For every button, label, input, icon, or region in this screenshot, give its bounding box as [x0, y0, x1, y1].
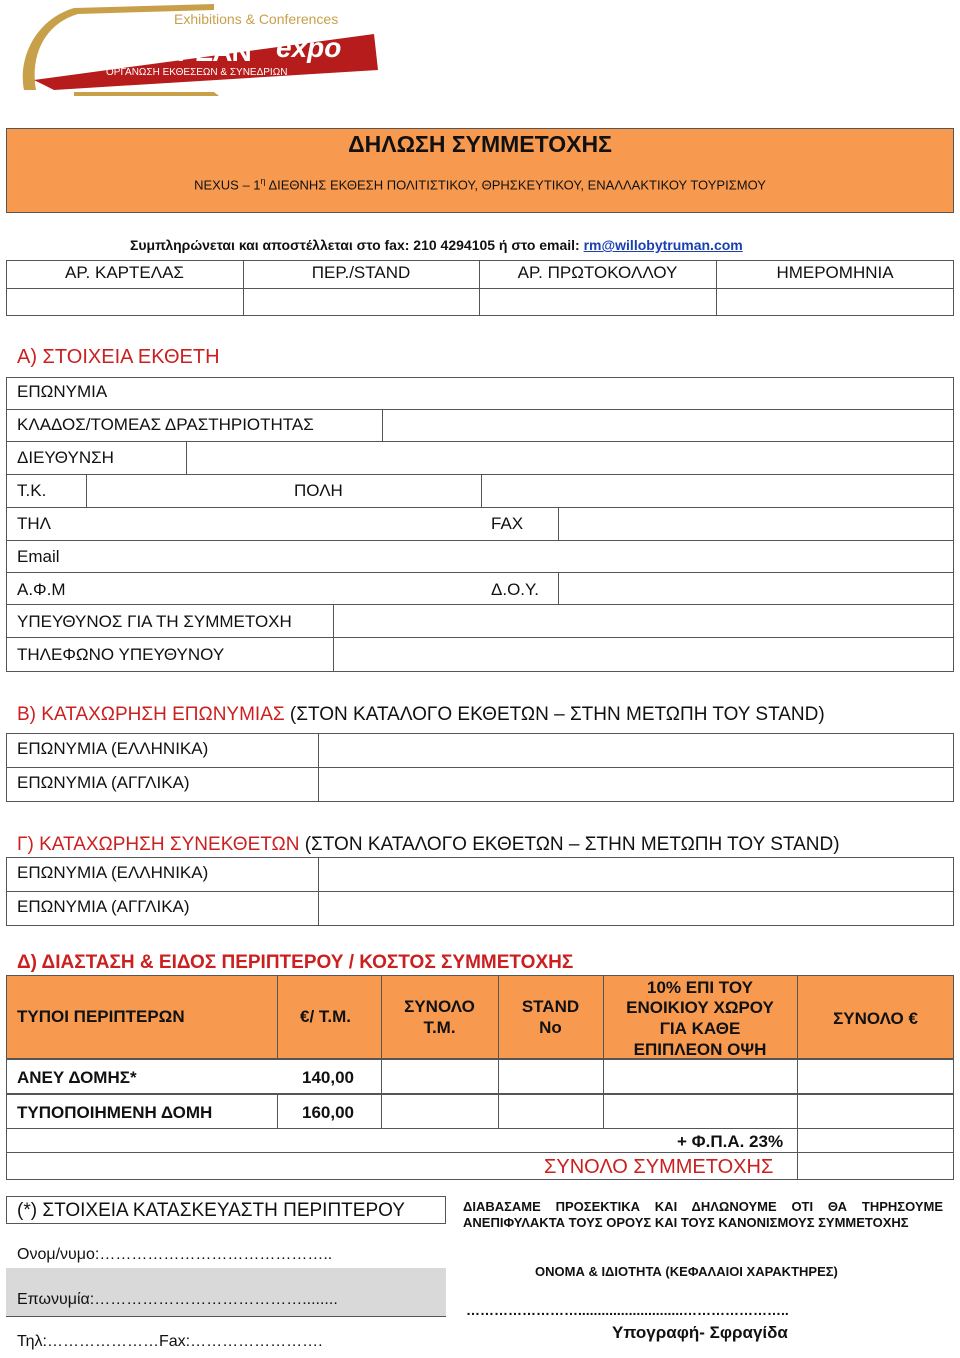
section-c-title-red: Γ) ΚΑΤΑΧΩΡΗΣΗ ΣΥΝΕΚΘΕΤΩΝ — [17, 834, 300, 855]
label-sector: ΚΛΑΔΟΣ/ΤΟΜΕΑΣ ΔΡΑΣΤΗΡΙΟΤΗΤΑΣ — [17, 415, 314, 434]
vat-label: + Φ.Π.Α. 23% — [677, 1132, 784, 1151]
header-stand-1: STAND — [521, 997, 580, 1016]
row-type-standard: ΤΥΠΟΠΟΙΗΜΕΝΗ ΔΟΜΗ — [17, 1103, 213, 1122]
logo-brand-main: EUROPEAN — [100, 36, 251, 67]
event-title-pre: NEXUS – 1 — [194, 177, 261, 193]
logo-brand-suffix: expo — [276, 32, 342, 63]
header-price-per-sqm: €/ Τ.Μ. — [300, 1007, 352, 1026]
section-c-title-rest: (ΣΤΟΝ ΚΑΤΑΛΟΓΟ ΕΚΘΕΤΩΝ – ΣΤΗΝ ΜΕΤΩΠΗ ΤΟΥ STAND) — [299, 834, 840, 855]
col-stand: ΠΕΡ./STAND — [311, 263, 411, 282]
declaration-name-caption: ΟΝΟΜΑ & ΙΔΙΟΤΗΤΑ (ΚΕΦΑΛΑΙΟΙ ΧΑΡΑΚΤΗΡΕΣ) — [535, 1264, 838, 1279]
row-type-no-structure: ΑΝΕΥ ΔΟΜΗΣ* — [17, 1068, 137, 1087]
instructions-text: Συμπληρώνεται και αποστέλλεται στο fax: 210 4294105 ή στο email: — [130, 237, 584, 253]
label-city: ΠΟΛΗ — [294, 481, 343, 500]
vat-amount-field[interactable] — [798, 1130, 953, 1152]
row-price-no-structure: 140,00 — [302, 1068, 354, 1087]
vat-field[interactable] — [80, 573, 480, 603]
event-title-post: ΔΙΕΘΝΗΣ ΕΚΘΕΣΗ ΠΟΛΙΤΙΣΤΙΚΟΥ, ΘΡΗΣΚΕΥΤΙΚΟΥ, ΕΝΑΛΛΑΚΤΙΚΟΥ ΤΟΥΡΙΣΜΟΥ — [265, 177, 766, 193]
form-title: ΔΗΛΩΣΗ ΣΥΜΜΕΤΟΧΗΣ — [348, 131, 612, 157]
total-input-no-structure[interactable] — [798, 1060, 953, 1093]
label-c-name-greek: ΕΠΩΝΥΜΙΑ (ΕΛΛΗΝΙΚΑ) — [17, 863, 209, 882]
logo-tagline: Exhibitions & Conferences — [174, 11, 339, 27]
header-extra-4: ΕΠΙΠΛΕΟΝ ΟΨΗ — [633, 1040, 767, 1059]
logo — [14, 0, 384, 96]
label-b-name-english: ΕΠΩΝΥΜΙΑ (ΑΓΓΛΙΚΑ) — [17, 773, 190, 792]
city-field[interactable] — [482, 475, 953, 506]
label-address: ΔΙΕΥΘΥΝΣΗ — [17, 448, 114, 467]
phone-field[interactable] — [60, 508, 480, 539]
grand-total-field[interactable] — [798, 1154, 953, 1179]
total-input-standard[interactable] — [798, 1095, 953, 1128]
label-fax: FAX — [491, 514, 524, 533]
contact-email-link[interactable]: rm@willobytruman.com — [583, 237, 743, 253]
sector-field[interactable] — [383, 410, 953, 440]
email-field[interactable] — [70, 541, 953, 571]
signature-dots[interactable]: ……………………...........................………………….. — [466, 1302, 789, 1318]
label-responsible: ΥΠΕΥΘΥΝΟΣ ΓΙΑ ΤΗ ΣΥΜΜΕΤΟΧΗ — [17, 612, 292, 631]
b-name-english-field[interactable] — [319, 768, 953, 801]
signature-caption: Υπογραφή- Σφραγίδα — [612, 1323, 788, 1342]
section-b-title — [17, 705, 825, 724]
address-field[interactable] — [187, 442, 953, 473]
c-name-english-field[interactable] — [319, 892, 953, 925]
header-extra-3: ΓΙΑ ΚΑΘΕ — [659, 1019, 741, 1038]
label-tax-office: Δ.Ο.Υ. — [491, 580, 539, 599]
label-c-name-english: ΕΠΩΝΥΜΙΑ (ΑΓΓΛΙΚΑ) — [17, 897, 190, 916]
constructor-contact-line[interactable]: Τηλ:…………………Fax:……………………. — [17, 1333, 323, 1350]
sqm-input-no-structure[interactable] — [382, 1060, 497, 1093]
event-title — [6, 177, 954, 191]
row-price-standard: 160,00 — [302, 1103, 354, 1122]
header-extra-2: ΕΝΟΙΚΙΟΥ ΧΩΡΟΥ — [626, 998, 774, 1017]
label-vat: Α.Φ.Μ — [17, 580, 66, 599]
instructions — [130, 238, 743, 252]
section-c-title — [17, 835, 840, 854]
header-total-sqm-2: Τ.Μ. — [423, 1018, 456, 1037]
header-total-euro: ΣΥΝΟΛΟ € — [833, 1009, 918, 1028]
section-d-title: Δ) ΔΙΑΣΤΑΣΗ & ΕΙΔΟΣ ΠΕΡΙΠΤΕΡΟΥ / ΚΟΣΤΟΣ ΣΥΜΜΕΤΟΧΗΣ — [17, 952, 574, 973]
label-phone: ΤΗΛ — [17, 514, 52, 533]
section-b-title-rest: (ΣΤΟΝ ΚΑΤΑΛΟΓΟ ΕΚΘΕΤΩΝ – ΣΤΗΝ ΜΕΤΩΠΗ ΤΟΥ STAND) — [284, 704, 825, 725]
constructor-title: (*) ΣΤΟΙΧΕΙΑ ΚΑΤΑΣΚΕΥΑΣΤΗ ΠΕΡΙΠΤΕΡΟΥ — [17, 1200, 405, 1221]
label-b-name-greek: ΕΠΩΝΥΜΙΑ (ΕΛΛΗΝΙΚΑ) — [17, 739, 209, 758]
responsible-phone-field[interactable] — [334, 638, 953, 671]
header-extra-1: 10% ΕΠΙ ΤΟΥ — [647, 978, 753, 997]
header-stand-types: ΤΥΠΟΙ ΠΕΡΙΠΤΕΡΩΝ — [17, 1007, 185, 1026]
stand-no-input-standard[interactable] — [499, 1095, 602, 1128]
c-name-greek-field[interactable] — [319, 858, 953, 890]
postal-code-field[interactable] — [87, 475, 287, 506]
protocol-field[interactable] — [480, 289, 715, 315]
constructor-name-line[interactable]: Ονομ/νυμο:…………………………………….. — [17, 1246, 333, 1263]
header-stand-2: No — [539, 1018, 562, 1037]
col-card-number: ΑΡ. ΚΑΡΤΕΛΑΣ — [65, 263, 184, 282]
tax-office-field[interactable] — [559, 573, 953, 603]
label-responsible-phone: ΤΗΛΕΦΩΝΟ ΥΠΕΥΘΥΝΟΥ — [17, 645, 225, 664]
company-field[interactable] — [120, 378, 953, 408]
event-title-sup: η — [260, 176, 266, 186]
col-date: ΗΜΕΡΟΜΗΝΙΑ — [776, 263, 894, 282]
section-a-title: Α) ΣΤΟΙΧΕΙΑ ΕΚΘΕΤΗ — [17, 346, 220, 368]
header-total-sqm-1: ΣΥΝΟΛΟ — [404, 997, 475, 1016]
stand-field[interactable] — [244, 289, 478, 315]
fax-field[interactable] — [559, 508, 953, 539]
logo-subtitle: ΟΡΓΑΝΩΣΗ ΕΚΘΕΣΕΩΝ & ΣΥΝΕΔΡΙΩΝ — [106, 67, 288, 78]
label-postal-code: Τ.Κ. — [17, 481, 47, 500]
b-name-greek-field[interactable] — [319, 734, 953, 766]
responsible-field[interactable] — [334, 605, 953, 636]
sqm-input-standard[interactable] — [382, 1095, 497, 1128]
constructor-company-line[interactable]: Επωνυμία:…………………………………........ — [17, 1291, 338, 1308]
declaration-text: ΔΙΑΒΑΣΑΜΕ ΠΡΟΣΕΚΤΙΚΑ ΚΑΙ ΔΗΛΩΝΟΥΜΕ ΟΤΙ ΘΑ ΤΗΡΗΣΟΥΜΕ ΑΝΕΠΙΦΥΛΑΚΤΑ ΤΟΥΣ ΟΡΟΥΣ ΚΑΙ ΤΟΥΣ ΚΑΝΟΝΙΣΜΟΥΣ ΣΥΜΜΕΤΟΧΗΣ — [463, 1199, 943, 1230]
label-company: ΕΠΩΝΥΜΙΑ — [17, 382, 108, 401]
label-email: Email — [17, 547, 60, 566]
grand-total-label: ΣΥΝΟΛΟ ΣΥΜΜΕΤΟΧΗΣ — [544, 1156, 774, 1178]
date-field[interactable] — [717, 289, 953, 315]
card-number-field[interactable] — [7, 289, 242, 315]
section-b-title-red: Β) ΚΑΤΑΧΩΡΗΣΗ ΕΠΩΝΥΜΙΑΣ — [17, 704, 285, 725]
stand-no-input-no-structure[interactable] — [499, 1060, 602, 1093]
col-protocol: ΑΡ. ΠΡΩΤΟΚΟΛΛΟΥ — [517, 263, 678, 282]
